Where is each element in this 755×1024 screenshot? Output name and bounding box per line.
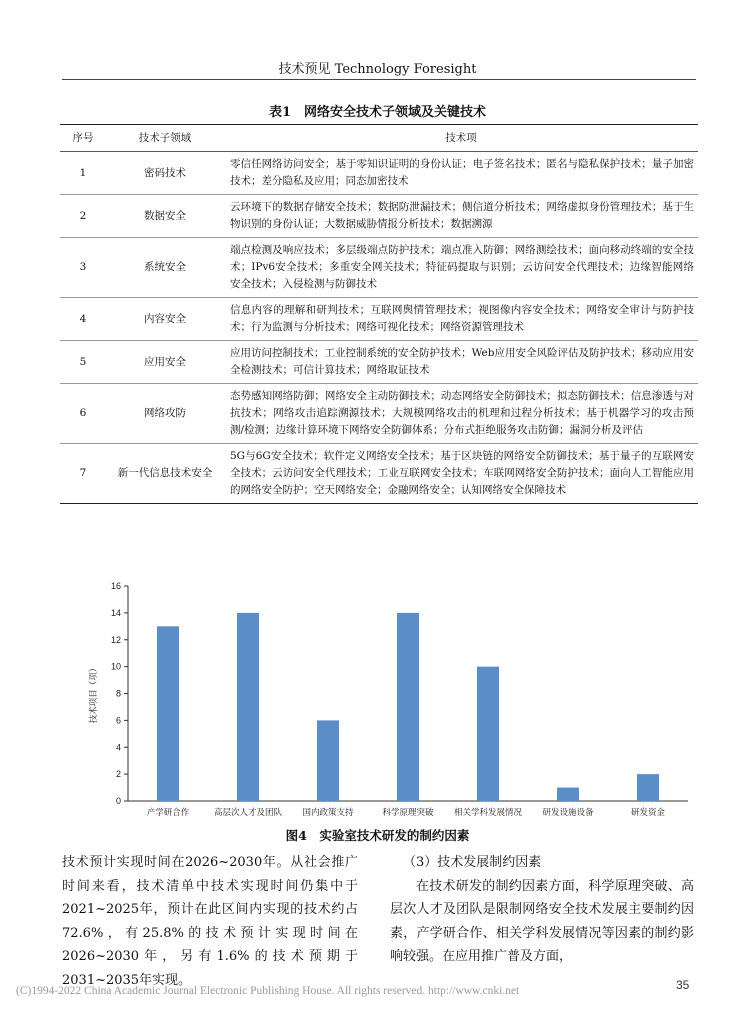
table-title: 表1 网络安全技术子领域及关键技术 [268, 105, 487, 120]
row-items: 5G与6G安全技术；软件定义网络安全技术；基于区块链的网络安全防御技术；基于量子的互联网安全技术；云访问安全代理技术；工业互联网安全技术；车联网网络安全防护技术；面向人工智能应用的网络安全防护；空天网络安全；金融网络安全；认知网络安全保障技术 [224, 444, 698, 504]
col-header-subfield: 技术子领域 [106, 125, 224, 152]
chart-svg [60, 574, 700, 834]
x-tick-label: 研发资金 [630, 808, 666, 818]
y-tick-label: 4 [115, 742, 121, 753]
row-number: 5 [60, 341, 106, 384]
bar [237, 613, 259, 801]
row-number: 3 [60, 238, 106, 298]
running-header: 技术预见 Technology Foresight [278, 62, 477, 77]
y-tick-label: 10 [110, 661, 121, 672]
y-axis-title: 技术项目（项） [89, 663, 99, 724]
y-tick-label: 0 [115, 796, 121, 806]
bar [637, 774, 659, 801]
table-row [60, 384, 698, 444]
table-row [60, 444, 698, 504]
table-header-row [60, 125, 698, 152]
col-header-items: 技术项 [224, 125, 698, 152]
row-subfield: 网络攻防 [106, 384, 224, 444]
y-tick-label: 6 [115, 715, 121, 726]
figure-caption: 图4 实验室技术研发的制约因素 [285, 828, 470, 843]
bar [557, 788, 579, 801]
bar [157, 626, 179, 801]
row-subfield: 内容安全 [106, 298, 224, 341]
row-items: 端点检测及响应技术；多层级端点防护技术；端点准入防御；网络测绘技术；面向移动终端的安全技术；IPv6安全技术；多重安全网关技术；特征码提取与识别；云访问安全代理技术；边缘智能网络安全技术；入侵检测与防御技术 [224, 238, 698, 298]
table-row [60, 298, 698, 341]
row-items: 零信任网络访问安全；基于零知识证明的身份认证；电子签名技术；匿名与隐私保护技术；量子加密技术；差分隐私及应用；同态加密技术 [230, 158, 694, 187]
y-tick-label: 16 [110, 581, 121, 591]
y-tick-label: 12 [110, 634, 121, 645]
x-tick-label: 研发设施设备 [542, 808, 594, 818]
table-row [60, 152, 698, 195]
y-tick-label: 2 [115, 769, 121, 780]
row-subfield: 新一代信息技术安全 [106, 444, 224, 504]
copyright-footer: (C)1994-2022 China Academic Journal Electronic Publishing House. All rights reserved. http://www.cnki.net [16, 985, 520, 997]
page-number: 35 [676, 978, 690, 992]
col-header-no: 序号 [60, 125, 106, 152]
row-items: 态势感知网络防御；网络安全主动防御技术；动态网络安全防御技术；拟态防御技术；信息渗透与对抗技术；网络攻击追踪溯源技术；大规模网络攻击的机理和过程分析技术；基于机器学习的攻击预测/检测；边缘计算环境下网络安全防御体系；分布式拒绝服务攻击防御；漏洞分析及评估 [224, 384, 698, 444]
x-tick-label: 相关学科发展情况 [453, 808, 523, 818]
row-number: 1 [79, 166, 87, 179]
row-number: 7 [60, 444, 106, 504]
row-items: 应用访问控制技术；工业控制系统的安全防护技术；Web应用安全风险评估及防护技术；移动应用安全检测技术；可信计算技术；网络取证技术 [224, 341, 698, 384]
row-items: 云环境下的数据存储安全技术；数据防泄漏技术；侧信道分析技术；网络虚拟身份管理技术；基于生物识别的身份认证；大数据威胁情报分析技术；数据溯源 [224, 195, 698, 238]
y-tick-label: 14 [110, 607, 121, 618]
x-tick-label: 国内政策支持 [302, 808, 354, 818]
row-subfield: 应用安全 [106, 341, 224, 384]
body-paragraph: 技术预计实现时间在2026~2030年。从社会推广时间来看，技术清单中技术实现时间仍集中于2021~2025年，预计在此区间内实现的技术约占72.6%，有25.8%的技术预计实现时间在2026~2030年，另有1.6%的技术预期于2031~2035年实现。 [62, 855, 358, 988]
bar [397, 613, 419, 801]
row-subfield: 系统安全 [106, 238, 224, 298]
table-row [60, 341, 698, 384]
row-number: 2 [60, 195, 106, 238]
x-tick-label: 科学原理突破 [382, 808, 434, 818]
bar-chart [60, 574, 700, 834]
tech-table [60, 124, 698, 504]
x-tick-label: 高层次人才及团队 [213, 808, 283, 818]
bar [317, 720, 339, 801]
y-tick-label: 8 [115, 688, 121, 699]
section-heading: （3）技术发展制约因素 [403, 855, 542, 870]
bar [477, 667, 499, 801]
header-rule [62, 79, 696, 80]
x-tick-label: 产学研合作 [146, 808, 190, 818]
row-number: 6 [60, 384, 106, 444]
table-row [60, 238, 698, 298]
row-subfield: 数据安全 [106, 195, 224, 238]
row-number: 4 [60, 298, 106, 341]
row-subfield: 密码技术 [144, 166, 186, 179]
table-row [60, 195, 698, 238]
body-paragraph: 在技术研发的制约因素方面，科学原理突破、高层次人才及团队是限制网络安全技术发展主要制约因素，产学研合作、相关学科发展情况等因素的制约影响较强。在应用推广普及方面， [390, 878, 694, 964]
row-items: 信息内容的理解和研判技术；互联网舆情管理技术；视图像内容安全技术；网络安全审计与防护技术；行为监测与分析技术；网络可视化技术；网络资源管理技术 [224, 298, 698, 341]
body-left-column [62, 851, 358, 992]
body-right-column [390, 851, 694, 969]
